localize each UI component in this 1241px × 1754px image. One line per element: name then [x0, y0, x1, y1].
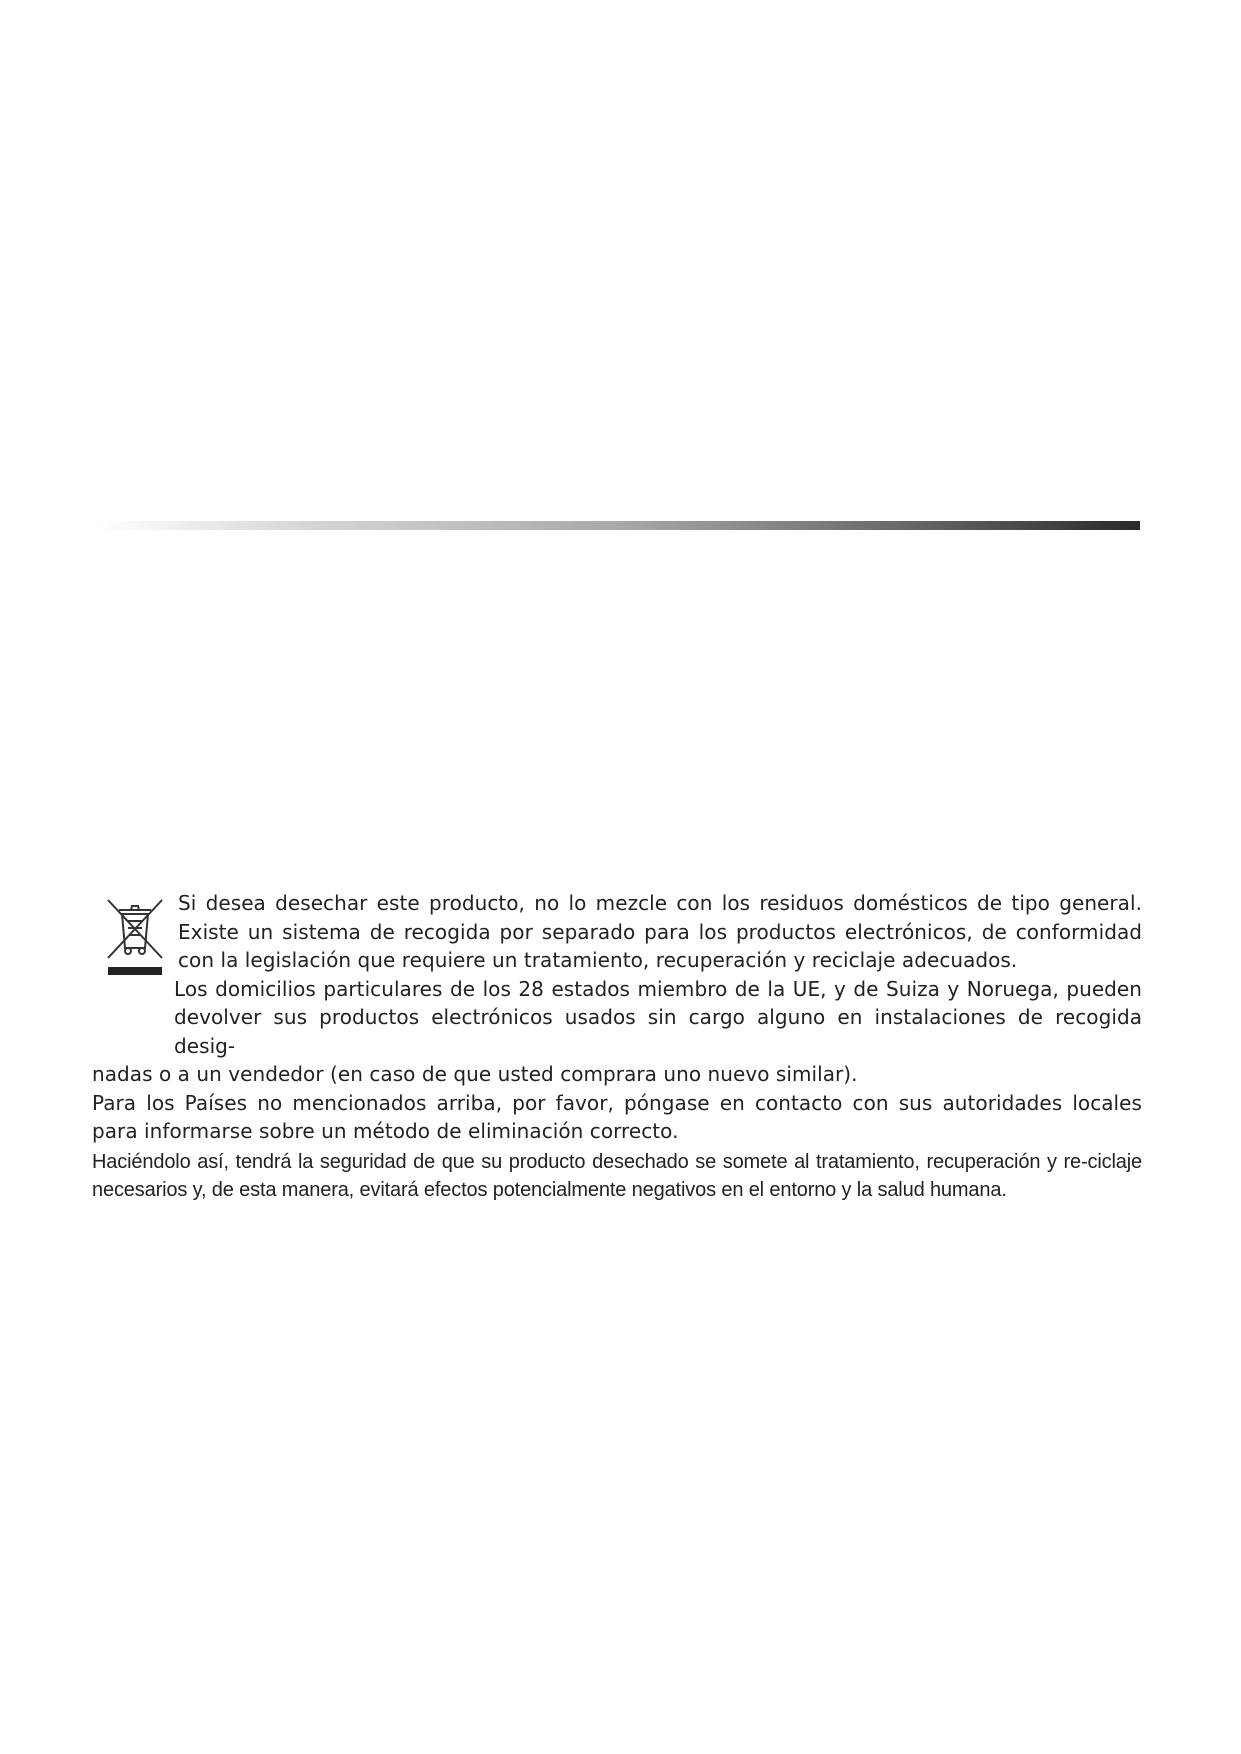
- disposal-paragraph-2: Los domicilios particulares de los 28 estados miembro de la UE, y de Suiza y Noruega, pueden devolver sus productos electrónicos usados sin cargo alguno en instalaciones de recogida desig-: [174, 976, 1142, 1058]
- disposal-paragraph-3: Para los Países no mencionados arriba, por favor, póngase en contacto con sus autoridades locales para informarse sobre un método de eliminación correcto.: [92, 1090, 1142, 1143]
- disposal-notice: [92, 889, 1142, 1205]
- disposal-paragraph-2-continued: nadas o a un vendedor (en caso de que usted comprara uno nuevo similar).: [92, 1062, 858, 1086]
- disposal-paragraph-4: Haciéndolo así, tendrá la seguridad de que su producto desechado se somete al tratamiento, recuperación y re-ciclaje necesarios y, de esta manera, evitará efectos potencialmente negativos en el entorno y la salud humana.: [92, 1150, 1142, 1201]
- gradient-divider: [100, 521, 1140, 530]
- disposal-paragraph-1: Si desea desechar este producto, no lo mezcle con los residuos domésticos de tipo general. Existe un sistema de recogida por separado para los productos electrónicos, de conformidad con la legislación que requiere un tratamiento, recuperación y reciclaje adecuados.: [178, 891, 1142, 972]
